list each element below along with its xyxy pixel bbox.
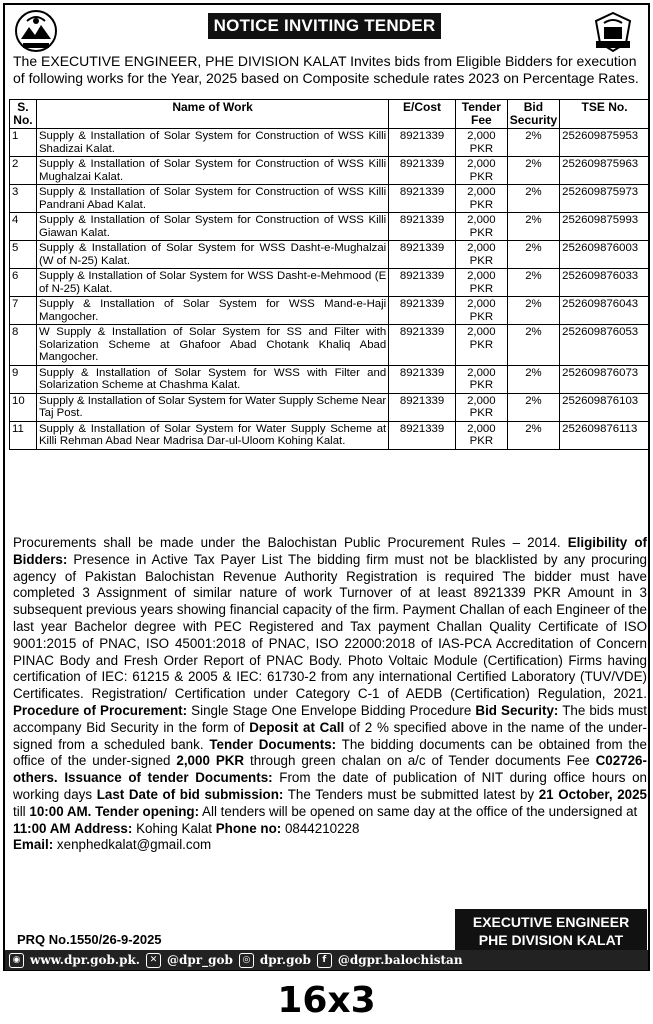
email-label: Email: <box>13 837 54 853</box>
phe-department-logo <box>590 9 636 55</box>
row-sno: 6 <box>10 269 37 297</box>
row-tse-number: 252609875953 <box>560 129 650 157</box>
row-tse-number: 252609876043 <box>560 297 650 325</box>
row-work-name: Supply & Installation of Solar System for WSS Mand-e-Haji Mangocher. <box>36 297 388 325</box>
eligibility-label: Eligibility of Bidders: <box>13 535 647 567</box>
row-bid-security: 2% <box>507 157 559 185</box>
row-bid-security: 2% <box>507 129 559 157</box>
row-work-name: W Supply & Installation of Solar System for SS and Filter with Solarization Scheme at Ghafoor Abad Chotank Khaliq Abad Mangocher. <box>36 325 388 366</box>
row-tse-number: 252609875973 <box>560 185 650 213</box>
notice-title: NOTICE INVITING TENDER <box>208 13 441 39</box>
row-tse-number: 252609876003 <box>560 241 650 269</box>
row-tender-fee: 2,000 PKR <box>455 269 507 297</box>
row-estimated-cost: 8921339 <box>389 365 456 393</box>
row-tender-fee: 2,000 PKR <box>455 241 507 269</box>
row-tse-number: 252609875993 <box>560 213 650 241</box>
row-work-name: Supply & Installation of Solar System for Construction of WSS Killi Shadizai Kalat. <box>36 129 388 157</box>
globe-icon: ◉ <box>9 953 24 968</box>
address-label: Address: <box>74 820 133 836</box>
opening-time: 11:00 AM <box>13 820 71 836</box>
table-row <box>10 185 650 213</box>
row-bid-security: 2% <box>507 213 559 241</box>
row-sno: 4 <box>10 213 37 241</box>
row-tse-number: 252609875963 <box>560 157 650 185</box>
signature-title: EXECUTIVE ENGINEER <box>472 914 630 930</box>
table-header-row <box>10 100 650 129</box>
last-date-text: The Tenders must be submitted latest by <box>287 786 535 802</box>
table-row <box>10 157 650 185</box>
issuance-text: From the date of publication of NIT during office hours on working days <box>13 770 647 802</box>
deposit-text: of 2 % specified above in the name of the under-signed from a scheduled bank. <box>13 719 647 752</box>
row-tender-fee: 2,000 PKR <box>455 365 507 393</box>
row-bid-security: 2% <box>507 241 559 269</box>
row-tender-fee: 2,000 PKR <box>455 297 507 325</box>
row-bid-security: 2% <box>507 325 559 366</box>
row-sno: 3 <box>10 185 37 213</box>
table-row <box>10 129 650 157</box>
table-row <box>10 213 650 241</box>
row-estimated-cost: 8921339 <box>389 325 456 366</box>
header-sno: S. No. <box>10 100 37 129</box>
row-estimated-cost: 8921339 <box>389 297 456 325</box>
row-estimated-cost: 8921339 <box>389 269 456 297</box>
bid-security-text: The bids must accompany Bid Security in the form of <box>13 702 647 735</box>
header <box>5 5 648 86</box>
opening-label: Tender opening: <box>95 803 200 819</box>
table-row <box>10 297 650 325</box>
row-estimated-cost: 8921339 <box>389 241 456 269</box>
table-row <box>10 365 650 393</box>
last-date-value: 21 October, 2025 <box>538 786 647 802</box>
row-tse-number: 252609876103 <box>560 393 650 421</box>
website-link[interactable]: www.dpr.gob.pk. <box>30 953 140 967</box>
row-bid-security: 2% <box>507 297 559 325</box>
phone-text: 0844210228 <box>284 820 360 836</box>
row-estimated-cost: 8921339 <box>389 421 456 449</box>
intro-text: The EXECUTIVE ENGINEER, PHE DIVISION KALAT Invites bids from Eligible Bidders for execution of following works for the Year, 2025 based on Composite schedule rates 2023 on Percentage Rates. <box>13 53 639 86</box>
row-sno: 8 <box>10 325 37 366</box>
submission-time: 10:00 AM. <box>29 803 92 819</box>
row-estimated-cost: 8921339 <box>389 129 456 157</box>
twitter-icon: ✕ <box>146 953 161 968</box>
row-tse-number: 252609876033 <box>560 269 650 297</box>
header-name: Name of Work <box>36 100 388 129</box>
deposit-label: Deposit at Call <box>249 719 345 735</box>
account-code: C02726-others. <box>13 753 647 786</box>
notice-page <box>3 3 650 971</box>
row-work-name: Supply & Installation of Solar System for Construction of WSS Killi Pandrani Abad Kalat. <box>36 185 388 213</box>
eligibility-text: Presence in Active Tax Payer List The bidding firm must not be blacklisted by any procuring agency of Pakistan Balochistan Revenue Authority Registration is required The bidder must have completed 3 Assignment of similar nature of work Turnover of at least 8921339 PKR Amount in 3 subsequent previous years showing financial capacity of the firm. Payment Challan of each Engineer of the last year Bachelor degree with PEC Registered and Tax payment Challan Quality Certificate of ISO 9001:2015 of PNAC, ISO 45001:2018 of PNAC, ISO 22000:2018 of IAS-PCA Accreditation of Concern PINAC Body and Fresh Order Report of PNAC Body. Photo Voltaic Module (Certification) Firms having certification of IEC: 61215 & 2005 & IEC: 61730-2 from any international Certified Laboratory (TUV/VDE) Certificates. Registration/ Certification under Category C-1 of AEDB (Certification) Regulation, 2021. <box>13 551 647 702</box>
last-date-label: Last Date of bid submission: <box>96 786 284 802</box>
phone-label: Phone no: <box>215 820 282 836</box>
issuance-label: Issuance of tender Documents: <box>64 770 273 786</box>
row-work-name: Supply & Installation of Solar System for WSS Dasht-e-Mughalzai (W of N-25) Kalat. <box>36 241 388 269</box>
row-bid-security: 2% <box>507 365 559 393</box>
table-row <box>10 393 650 421</box>
twitter-handle[interactable]: @dpr_gob <box>167 953 233 967</box>
header-tse: TSE No. <box>560 100 650 129</box>
row-tender-fee: 2,000 PKR <box>455 325 507 366</box>
email-text: xenphedkalat@gmail.com <box>56 837 212 853</box>
procedure-text: Single Stage One Envelope Bidding Procedure <box>191 702 472 718</box>
row-work-name: Supply & Installation of Solar System for WSS Dasht-e-Mehmood (E of N-25) Kalat. <box>36 269 388 297</box>
row-work-name: Supply & Installation of Solar System for Construction of WSS Killi Mughalzai Kalat. <box>36 157 388 185</box>
row-estimated-cost: 8921339 <box>389 393 456 421</box>
procedure-label: Procedure of Procurement: <box>13 702 188 718</box>
tender-terms <box>13 535 647 854</box>
row-tender-fee: 2,000 PKR <box>455 185 507 213</box>
signature-division: PHE DIVISION KALAT <box>478 932 624 948</box>
row-bid-security: 2% <box>507 269 559 297</box>
till-text: till <box>13 803 26 819</box>
row-work-name: Supply & Installation of Solar System for Construction of WSS Killi Giawan Kalat. <box>36 213 388 241</box>
row-sno: 7 <box>10 297 37 325</box>
instagram-handle[interactable]: dpr.gob <box>259 953 311 967</box>
row-tender-fee: 2,000 PKR <box>455 157 507 185</box>
tender-documents-label: Tender Documents: <box>209 736 337 752</box>
row-sno: 11 <box>10 421 37 449</box>
table-row <box>10 421 650 449</box>
row-sno: 9 <box>10 365 37 393</box>
tender-documents-text: The bidding documents can be obtained from the office of the under-signed <box>13 736 647 769</box>
row-tender-fee: 2,000 PKR <box>455 393 507 421</box>
fee-amount: 2,000 PKR <box>176 753 245 769</box>
prq-number: PRQ No.1550/26-9-2025 <box>17 932 162 947</box>
works-table <box>9 99 650 450</box>
header-cost: E/Cost <box>389 100 456 129</box>
row-estimated-cost: 8921339 <box>389 213 456 241</box>
row-sno: 2 <box>10 157 37 185</box>
row-estimated-cost: 8921339 <box>389 185 456 213</box>
ad-size-label: 16x3 <box>277 980 376 1021</box>
row-work-name: Supply & Installation of Solar System for Water Supply Scheme Near Taj Post. <box>36 393 388 421</box>
row-bid-security: 2% <box>507 393 559 421</box>
header-fee: Tender Fee <box>455 100 507 129</box>
table-row <box>10 325 650 366</box>
row-bid-security: 2% <box>507 185 559 213</box>
social-bar <box>5 950 648 970</box>
row-tse-number: 252609876113 <box>560 421 650 449</box>
row-estimated-cost: 8921339 <box>389 157 456 185</box>
table-row <box>10 269 650 297</box>
row-sno: 5 <box>10 241 37 269</box>
rules-text: Procurements shall be made under the Balochistan Public Procurement Rules – 2014. <box>13 535 561 550</box>
facebook-handle[interactable]: @dgpr.balochistan <box>337 953 463 967</box>
row-work-name: Supply & Installation of Solar System for Water Supply Scheme at Killi Rehman Abad Near Madrisa Dar-ul-Uloom Kohing Kalat. <box>36 421 388 449</box>
row-sno: 10 <box>10 393 37 421</box>
row-tender-fee: 2,000 PKR <box>455 421 507 449</box>
signature-block <box>455 909 647 953</box>
row-bid-security: 2% <box>507 421 559 449</box>
government-emblem-logo <box>13 9 59 55</box>
address-text: Kohing Kalat <box>136 820 213 836</box>
table-body <box>10 129 650 450</box>
fee-text: through green chalan on a/c of Tender documents Fee <box>250 753 590 769</box>
facebook-icon: f <box>317 953 332 968</box>
header-bid-security: Bid Security <box>507 100 559 129</box>
row-tender-fee: 2,000 PKR <box>455 129 507 157</box>
row-sno: 1 <box>10 129 37 157</box>
bid-security-label: Bid Security: <box>475 702 559 718</box>
instagram-icon: ◎ <box>239 953 254 968</box>
row-tse-number: 252609876053 <box>560 325 650 366</box>
row-tse-number: 252609876073 <box>560 365 650 393</box>
row-work-name: Supply & Installation of Solar System for WSS with Filter and Solarization Scheme at Chashma Kalat. <box>36 365 388 393</box>
table-row <box>10 241 650 269</box>
row-tender-fee: 2,000 PKR <box>455 213 507 241</box>
opening-text: All tenders will be opened on same day at the office of the undersigned at <box>202 803 638 819</box>
